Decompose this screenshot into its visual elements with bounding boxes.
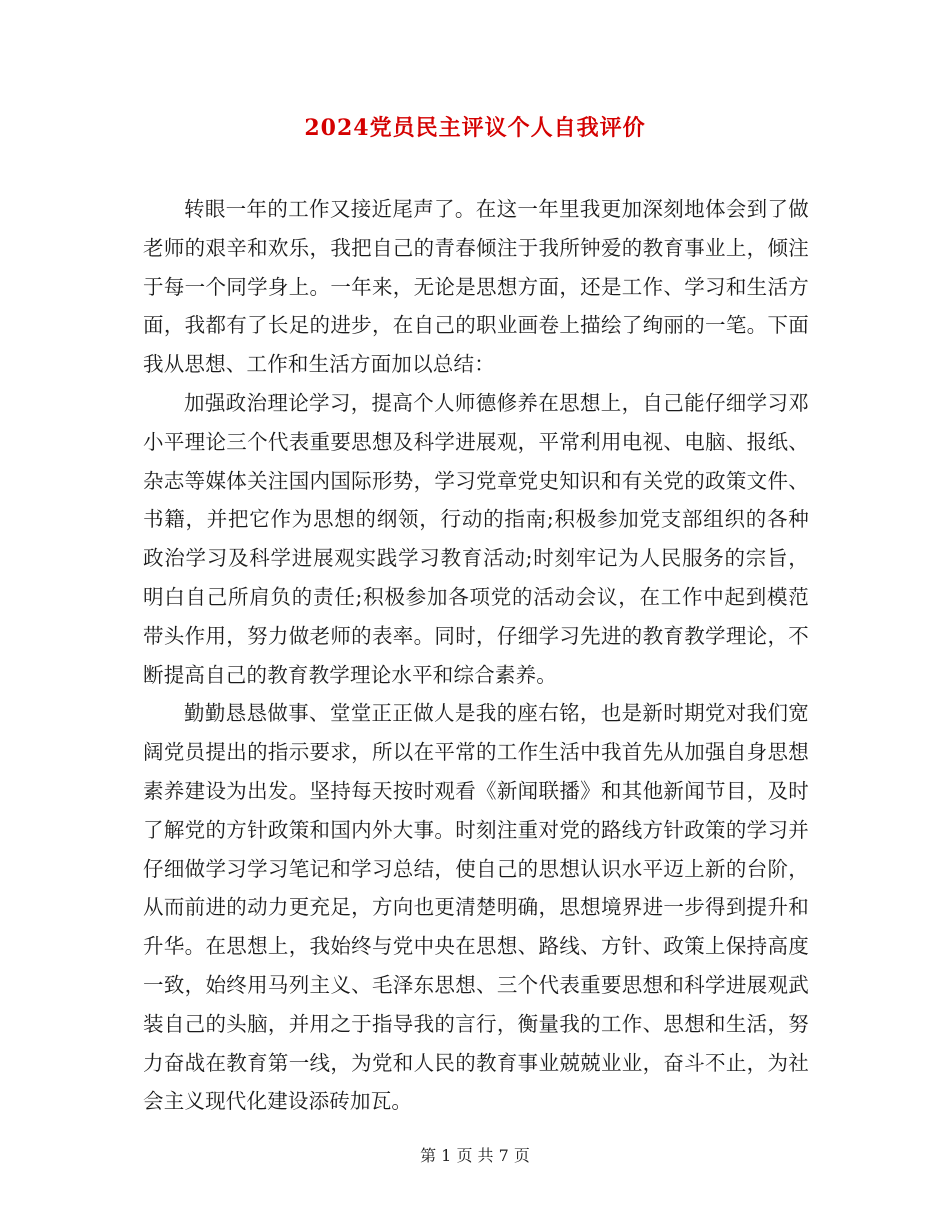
paragraph-intro: 转眼一年的工作又接近尾声了。在这一年里我更加深刻地体会到了做老师的艰辛和欢乐，我把自己的青春倾注于我所钟爱的教育事业上，倾注于每一个同学身上。一年来，无论是思想方面，还是工作、学习和生活方面，我都有了长足的进步，在自己的职业画卷上描绘了绚丽的一笔。下面我从思想、工作和生活方面加以总结：	[143, 197, 809, 377]
page-number-footer: 第 1 页 共 7 页	[420, 1146, 530, 1165]
document-title: 2024党员民主评议个人自我评价	[304, 115, 646, 141]
paragraph-motto: 勤勤恳恳做事、堂堂正正做人是我的座右铭，也是新时期党对我们宽阔党员提出的指示要求，所以在平常的工作生活中我首先从加强自身思想素养建设为出发。坚持每天按时观看《新闻联播》和其他新闻节目，及时了解党的方针政策和国内外大事。时刻注重对党的路线方针政策的学习并仔细做学习学习笔记和学习总结，使自己的思想认识水平迈上新的台阶，从而前进的动力更充足，方向也更清楚明确，思想境界进一步得到提升和升华。在思想上，我始终与党中央在思想、路线、方针、政策上保持高度一致，始终用马列主义、毛泽东思想、三个代表重要思想和科学进展观武装自己的头脑，并用之于指导我的言行，衡量我的工作、思想和生活，努力奋战在教育第一线，为党和人民的教育事业兢兢业业，奋斗不止，为社会主义现代化建设添砖加瓦。	[143, 701, 809, 1114]
paragraph-political-study: 加强政治理论学习，提高个人师德修养在思想上，自己能仔细学习邓小平理论三个代表重要思想及科学进展观，平常利用电视、电脑、报纸、杂志等媒体关注国内国际形势，学习党章党史知识和有关党的政策文件、书籍，并把它作为思想的纲领，行动的指南;积极参加党支部组织的各种政治学习及科学进展观实践学习教育活动;时刻牢记为人民服务的宗旨，明白自己所肩负的责任;积极参加各项党的活动会议，在工作中起到模范带头作用，努力做老师的表率。同时，仔细学习先进的教育教学理论，不断提高自己的教育教学理论水平和综合素养。	[143, 390, 809, 687]
document-body	[143, 190, 809, 1121]
